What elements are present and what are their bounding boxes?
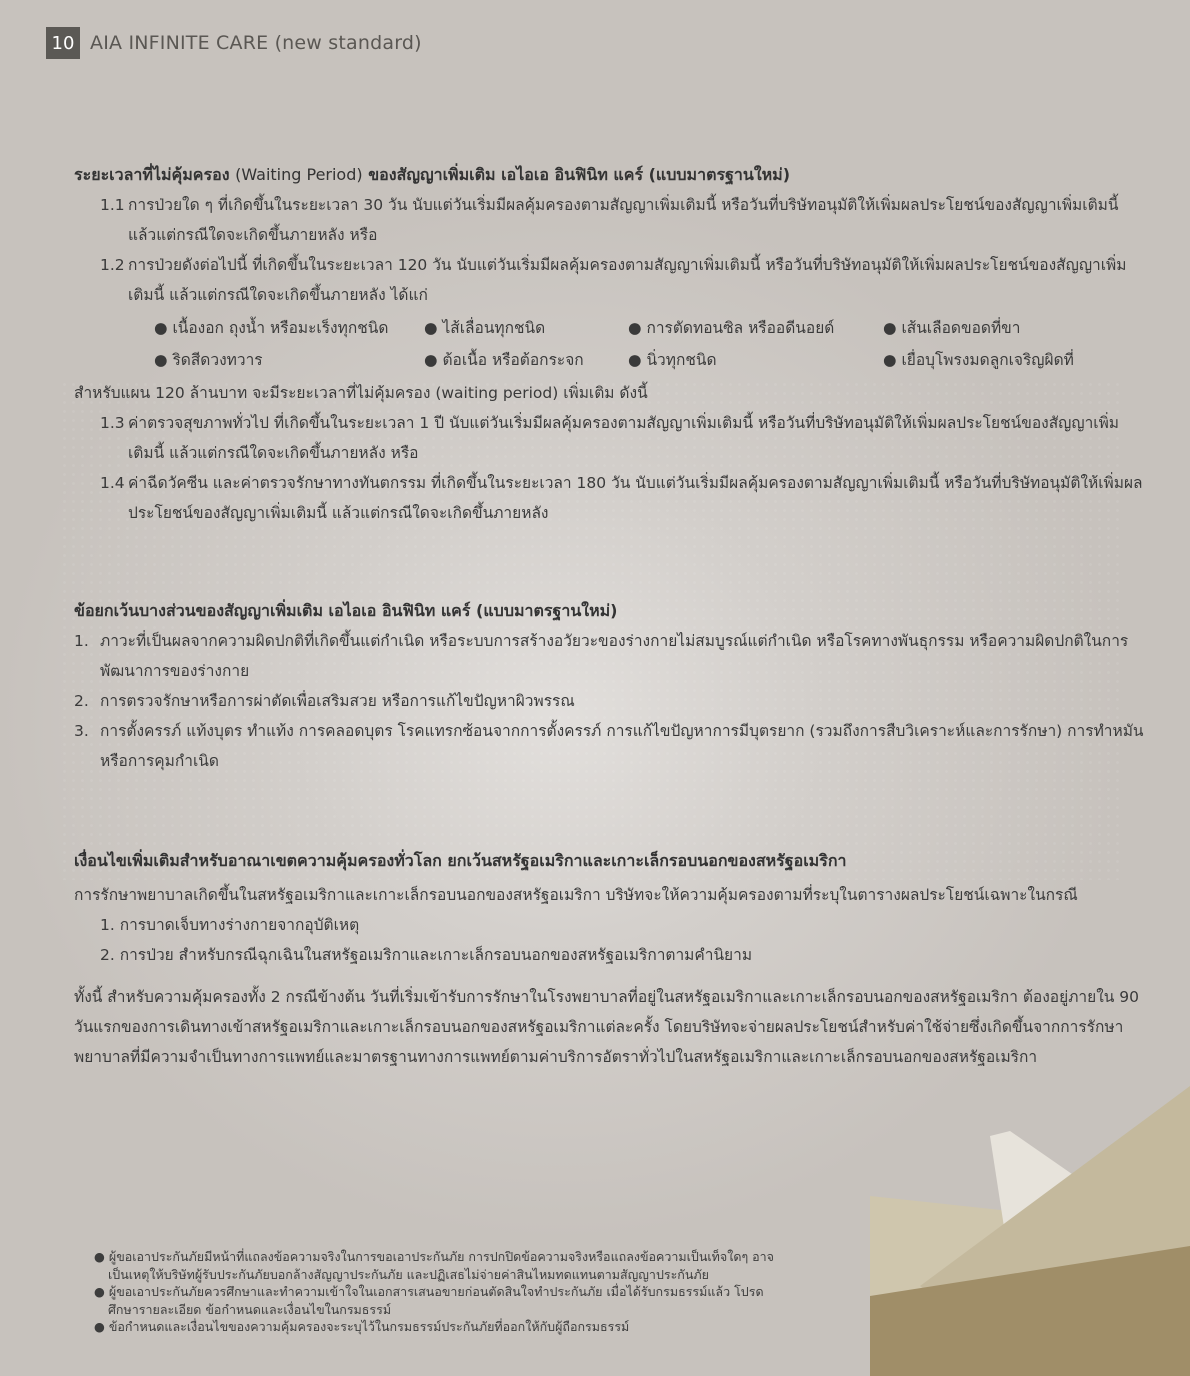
heading-text-english: (Waiting Period) bbox=[235, 165, 363, 184]
exclusions-section bbox=[74, 596, 1144, 776]
item-number: 1.1 bbox=[100, 196, 125, 214]
condition-list bbox=[74, 312, 1144, 376]
item-text: ค่าตรวจสุขภาพทั่วไป ที่เกิดขึ้นในระยะเวลา 1 ปี นับแต่วันเริ่มมีผลคุ้มครองตามสัญญาเพิ่มเติมนี้ หรือวันที่บริษัทอนุมัติให้เพิ่มผลประโยชน์ของสัญญาเพิ่มเติมนี้ แล้วแต่กรณีใดจะเกิดขึ้นภายหลัง หรือ bbox=[128, 414, 1120, 462]
worldwide-section bbox=[74, 846, 1144, 1072]
footnotes bbox=[94, 1248, 794, 1336]
footnote: ● ข้อกำหนดและเงื่อนไขของความคุ้มครองจะระบุไว้ในกรมธรรม์ประกันภัยที่ออกให้กับผู้ถือกรมธรรม์ bbox=[94, 1319, 630, 1334]
item-number: 3. bbox=[74, 722, 89, 740]
item-number: 2. bbox=[74, 692, 89, 710]
worldwide-case-list bbox=[74, 910, 1144, 970]
item-text: การตรวจรักษาหรือการผ่าตัดเพื่อเสริมสวย หรือการแก้ไขปัญหาผิวพรรณ bbox=[100, 692, 575, 710]
condition-item: ● การตัดทอนซิล หรืออดีนอยด์ bbox=[628, 319, 835, 337]
item-number: 1.3 bbox=[100, 414, 125, 432]
footnote: ● ผู้ขอเอาประกันภัยควรศึกษาและทำความเข้าใจในเอกสารเสนอขายก่อนตัดสินใจทำประกันภัย เมื่อได้รับกรมธรรม์แล้ว โปรดศึกษารายละเอียด ข้อกำหนดและเงื่อนไขในกรมธรรม์ bbox=[94, 1284, 764, 1317]
worldwide-case: 1. การบาดเจ็บทางร่างกายจากอุบัติเหตุ bbox=[100, 916, 360, 934]
condition-item: ● ไส้เลื่อนทุกชนิด bbox=[424, 319, 546, 337]
worldwide-case: 2. การป่วย สำหรับกรณีฉุกเฉินในสหรัฐอเมริกาและเกาะเล็กรอบนอกของสหรัฐอเมริกาตามคำนิยาม bbox=[100, 946, 753, 964]
waiting-period-section bbox=[74, 160, 1144, 528]
item-number: 1. bbox=[74, 632, 89, 650]
condition-item: ● เยื่อบุโพรงมดลูกเจริญผิดที่ bbox=[883, 351, 1074, 369]
worldwide-paragraph: ทั้งนี้ สำหรับความคุ้มครองทั้ง 2 กรณีข้างต้น วันที่เริ่มเข้ารับการรักษาในโรงพยาบาลที่อยู่ในสหรัฐอเมริกาและเกาะเล็กรอบนอกของสหรัฐอเมริกา ต้องอยู่ภายใน 90 วันแรกของการเดินทางเข้าสหรัฐอเมริกาและเกาะเล็กรอบนอกของสหรัฐอเมริกาแต่ละครั้ง โดยบริษัทจะจ่ายผลประโยชน์สำหรับค่าใช้จ่ายซึ่งเกิดขึ้นจากการรักษาพยาบาลที่มีความจำเป็นทางการแพทย์และมาตรฐานทางการแพทย์ตามค่าบริการอัตราทั่วไปในสหรัฐอเมริกาและเกาะเล็กรอบนอกของสหรัฐอเมริกา bbox=[74, 988, 1140, 1066]
waiting-item bbox=[74, 408, 1144, 468]
waiting-item bbox=[74, 190, 1144, 250]
item-text: การป่วยใด ๆ ที่เกิดขึ้นในระยะเวลา 30 วัน นับแต่วันเริ่มมีผลคุ้มครองตามสัญญาเพิ่มเติมนี้ หรือวันที่บริษัทอนุมัติให้เพิ่มผลประโยชน์ของสัญญาเพิ่มเติมนี้ แล้วแต่กรณีใดจะเกิดขึ้นภายหลัง หรือ bbox=[128, 196, 1119, 244]
heading-text: ของสัญญาเพิ่มเติม เอไอเอ อินฟินิท แคร์ (แบบมาตรฐานใหม่) bbox=[368, 165, 791, 184]
plan-note: สำหรับแผน 120 ล้านบาท จะมีระยะเวลาที่ไม่คุ้มครอง (waiting period) เพิ่มเติม ดังนี้ bbox=[74, 384, 648, 402]
condition-item: ● เส้นเลือดขอดที่ขา bbox=[883, 319, 1021, 337]
footnote: ● ผู้ขอเอาประกันภัยมีหน้าที่แถลงข้อความจริงในการขอเอาประกันภัย การปกปิดข้อความจริงหรือแถลงข้อความเป็นเท็จใดๆ อาจเป็นเหตุให้บริษัทผู้รับประกันภัยบอกล้างสัญญาประกันภัย และปฏิเสธไม่จ่ายค่าสินไหมทดแทนตามสัญญาประกันภัย bbox=[94, 1249, 774, 1282]
condition-item: ● ริดสีดวงทวาร bbox=[154, 351, 263, 369]
heading-text: ระยะเวลาที่ไม่คุ้มครอง bbox=[74, 165, 230, 184]
item-text: การตั้งครรภ์ แท้งบุตร ทำแท้ง การคลอดบุตร โรคแทรกซ้อนจากการตั้งครรภ์ การแก้ไขปัญหาการมีบุตรยาก (รวมถึงการสืบวิเคราะห์และการรักษา) การทำหมัน หรือการคุมกำเนิด bbox=[100, 722, 1144, 770]
condition-item: ● เนื้องอก ถุงน้ำ หรือมะเร็งทุกชนิด bbox=[154, 319, 389, 337]
exclusion-item bbox=[74, 686, 1144, 716]
page-header bbox=[46, 27, 422, 59]
waiting-period-heading bbox=[74, 160, 1144, 190]
condition-item: ● ต้อเนื้อ หรือต้อกระจก bbox=[424, 351, 584, 369]
worldwide-intro: การรักษาพยาบาลเกิดขึ้นในสหรัฐอเมริกาและเกาะเล็กรอบนอกของสหรัฐอเมริกา บริษัทจะให้ความคุ้มครองตามที่ระบุในตารางผลประโยชน์เฉพาะในกรณี bbox=[74, 886, 1078, 904]
page-content bbox=[74, 160, 1144, 1072]
condition-item: ● นิ่วทุกชนิด bbox=[628, 351, 717, 369]
exclusion-item bbox=[74, 626, 1144, 686]
item-text: การป่วยดังต่อไปนี้ ที่เกิดขึ้นในระยะเวลา 120 วัน นับแต่วันเริ่มมีผลคุ้มครองตามสัญญาเพิ่มเติมนี้ หรือวันที่บริษัทอนุมัติให้เพิ่มผลประโยชน์ของสัญญาเพิ่มเติมนี้ แล้วแต่กรณีใดจะเกิดขึ้นภายหลัง ได้แก่ bbox=[128, 256, 1127, 304]
exclusion-item bbox=[74, 716, 1144, 776]
page-number: 10 bbox=[46, 27, 80, 59]
decorative-corner-shapes bbox=[860, 1086, 1190, 1376]
document-title: AIA INFINITE CARE (new standard) bbox=[90, 32, 422, 54]
waiting-item bbox=[74, 468, 1144, 528]
worldwide-heading: เงื่อนไขเพิ่มเติมสำหรับอาณาเขตความคุ้มครองทั่วโลก ยกเว้นสหรัฐอเมริกาและเกาะเล็กรอบนอกของสหรัฐอเมริกา bbox=[74, 851, 847, 870]
waiting-item bbox=[74, 250, 1144, 310]
item-text: ภาวะที่เป็นผลจากความผิดปกติที่เกิดขึ้นแต่กำเนิด หรือระบบการสร้างอวัยวะของร่างกายไม่สมบูรณ์แต่กำเนิด หรือโรคทางพันธุกรรม หรือความผิดปกติในการพัฒนาการของร่างกาย bbox=[100, 632, 1129, 680]
item-number: 1.2 bbox=[100, 256, 125, 274]
exclusions-heading: ข้อยกเว้นบางส่วนของสัญญาเพิ่มเติม เอไอเอ อินฟินิท แคร์ (แบบมาตรฐานใหม่) bbox=[74, 601, 618, 620]
item-number: 1.4 bbox=[100, 474, 125, 492]
item-text: ค่าฉีดวัคซีน และค่าตรวจรักษาทางทันตกรรม ที่เกิดขึ้นในระยะเวลา 180 วัน นับแต่วันเริ่มมีผลคุ้มครองตามสัญญาเพิ่มเติมนี้ หรือวันที่บริษัทอนุมัติให้เพิ่มผลประโยชน์ของสัญญาเพิ่มเติมนี้ แล้วแต่กรณีใดจะเกิดขึ้นภายหลัง bbox=[128, 474, 1143, 522]
